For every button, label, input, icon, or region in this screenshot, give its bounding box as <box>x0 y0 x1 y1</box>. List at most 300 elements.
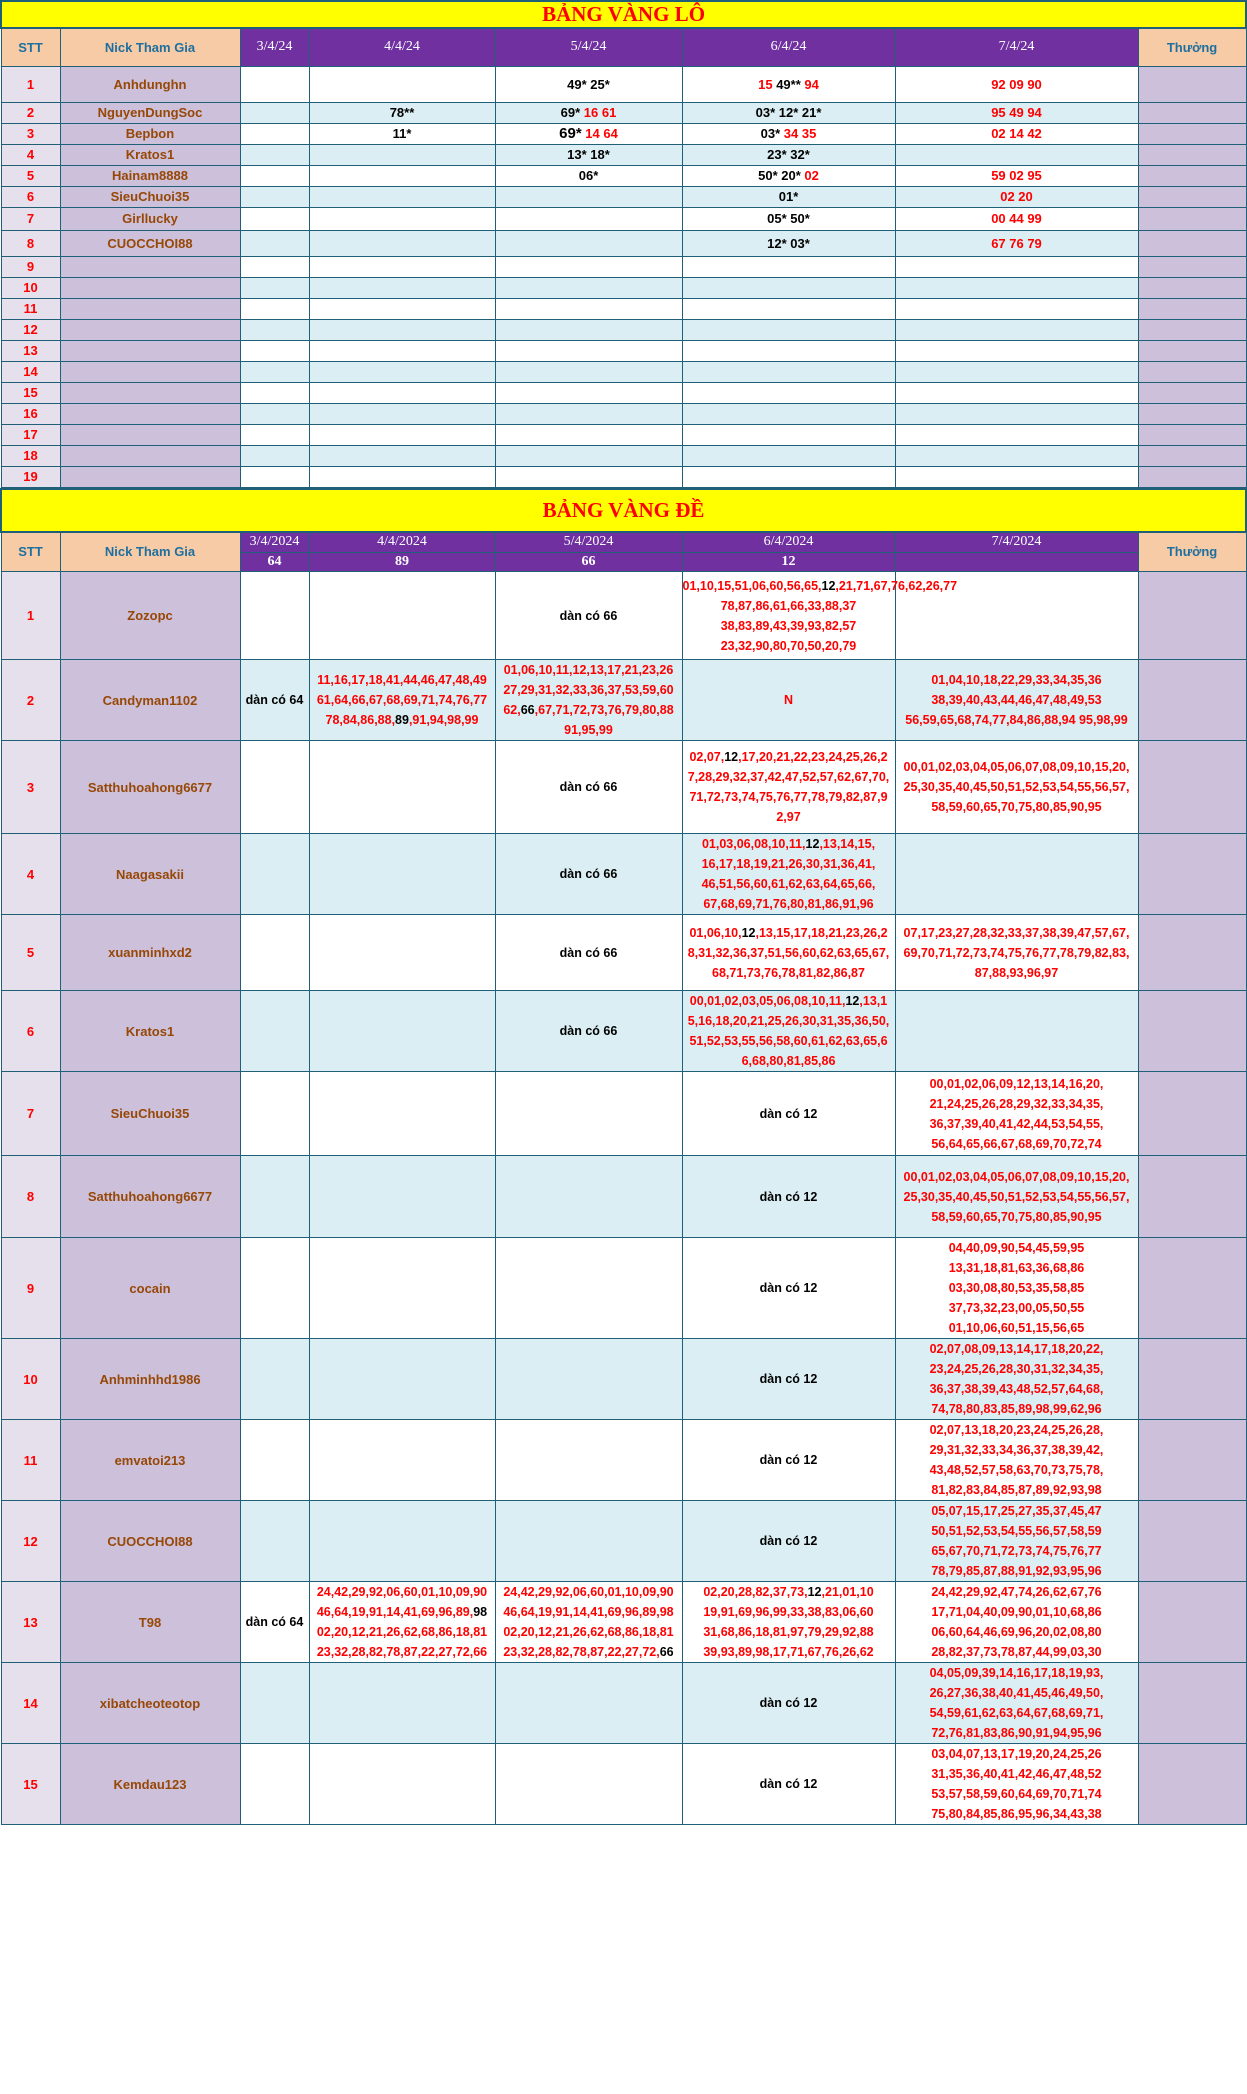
de-cell <box>682 660 895 741</box>
row-nick: emvatoi213 <box>60 1420 240 1501</box>
de-cell <box>495 1582 682 1663</box>
lo-cell <box>495 165 682 186</box>
de-value: 66 <box>659 1645 674 1659</box>
de-value: 12 <box>724 750 739 764</box>
de-cell <box>682 741 895 834</box>
row-reward <box>1138 1744 1246 1825</box>
de-cell <box>240 1420 309 1501</box>
lo-cell <box>240 144 309 165</box>
de-cell <box>495 1339 682 1420</box>
table-row <box>1 277 1246 298</box>
row-nick: Anhdunghn <box>60 66 240 102</box>
lo-cell <box>495 207 682 230</box>
de-cell <box>240 1663 309 1744</box>
de-value: 01,06,10, <box>689 925 742 940</box>
lo-cell <box>682 165 895 186</box>
de-cell <box>895 1072 1138 1156</box>
lo-value: 13* 18* <box>567 147 610 162</box>
row-nick: CUOCCHOI88 <box>60 230 240 256</box>
lo-cell <box>240 66 309 102</box>
lo-value: 02 14 42 <box>991 126 1042 141</box>
lo-cell <box>895 424 1138 445</box>
lo-cell <box>895 382 1138 403</box>
lo-cell <box>895 319 1138 340</box>
row-nick <box>60 319 240 340</box>
lo-cell <box>309 102 495 123</box>
de-value: dàn có 66 <box>559 1024 618 1038</box>
table-row <box>1 165 1246 186</box>
de-cell <box>495 1156 682 1238</box>
table-row <box>1 991 1246 1072</box>
de-value: 98 <box>473 1605 488 1619</box>
row-stt: 14 <box>1 361 60 382</box>
result-number: 64 <box>240 553 309 572</box>
row-reward <box>1138 424 1246 445</box>
de-cell <box>895 1582 1138 1663</box>
table-row <box>1 319 1246 340</box>
table-row <box>1 256 1246 277</box>
lo-cell <box>895 445 1138 466</box>
row-stt: 4 <box>1 144 60 165</box>
de-cell <box>895 1156 1138 1238</box>
row-stt: 13 <box>1 340 60 361</box>
row-nick <box>60 466 240 487</box>
lo-cell <box>895 298 1138 319</box>
lo-cell <box>495 340 682 361</box>
row-nick: xibatcheoteotop <box>60 1663 240 1744</box>
header-date: 3/4/24 <box>240 28 309 66</box>
lo-cell <box>309 230 495 256</box>
table-row <box>1 361 1246 382</box>
de-value: 12 <box>821 578 836 593</box>
lo-cell <box>309 466 495 487</box>
lo-value: 00 44 99 <box>991 211 1042 226</box>
row-stt: 7 <box>1 207 60 230</box>
de-value: 24,42,29,92,06,60,01,10,09,90 46,64,19,91,14,41,69,96,89, <box>316 1585 488 1619</box>
row-nick: SieuChuoi35 <box>60 186 240 207</box>
table-row <box>1 298 1246 319</box>
lo-cell <box>682 424 895 445</box>
row-stt: 11 <box>1 1420 60 1501</box>
row-stt: 14 <box>1 1663 60 1744</box>
row-reward <box>1138 660 1246 741</box>
table-row <box>1 741 1246 834</box>
row-stt: 5 <box>1 165 60 186</box>
lo-cell <box>240 186 309 207</box>
de-value: 04,40,09,90,54,45,59,95 13,31,18,81,63,36,68,86 03,30,08,80,53,35,58,85 37,73,32,23,00,05,50,55 01,10,06,60,51,15,56,65 <box>948 1241 1085 1335</box>
de-value: dàn có 12 <box>759 1696 818 1710</box>
table-row <box>1 1420 1246 1501</box>
header-nick: Nick Tham Gia <box>60 28 240 66</box>
lo-cell <box>309 123 495 144</box>
row-nick <box>60 424 240 445</box>
lo-cell <box>240 123 309 144</box>
de-value: 12 <box>807 1585 822 1599</box>
row-nick <box>60 361 240 382</box>
table-row <box>1 1663 1246 1744</box>
table-row <box>1 1339 1246 1420</box>
header-date: 7/4/24 <box>895 28 1138 66</box>
lo-cell <box>895 186 1138 207</box>
table-row <box>1 424 1246 445</box>
de-value: 04,05,09,39,14,16,17,18,19,93, 26,27,36,38,40,41,45,46,49,50, 54,59,61,62,63,64,67,68,69,71, 72,76,81,83,86,90,91,94,95,96 <box>929 1666 1104 1740</box>
row-reward <box>1138 1339 1246 1420</box>
de-cell <box>682 1420 895 1501</box>
row-nick <box>60 340 240 361</box>
lo-value: 03* 12* 21* <box>755 105 822 120</box>
de-title: BẢNG VÀNG ĐỀ <box>1 489 1246 532</box>
table-row <box>1 445 1246 466</box>
row-reward <box>1138 1072 1246 1156</box>
lo-cell <box>682 186 895 207</box>
de-cell <box>309 1339 495 1420</box>
de-value: dàn có 12 <box>759 1777 818 1791</box>
row-nick <box>60 298 240 319</box>
de-cell <box>240 660 309 741</box>
lo-cell <box>495 298 682 319</box>
de-value: 02,07, <box>689 750 725 764</box>
de-value: 01,10,15,51,06,60,56,65, <box>682 578 822 593</box>
de-value: ,67,71,72,73,76,79,80,88 91,95,99 <box>534 703 674 737</box>
row-stt: 8 <box>1 1156 60 1238</box>
de-value: 02,20,12,21,26,62,68,86,18,81 23,32,28,82,78,87,22,27,72,66 <box>316 1625 488 1659</box>
lo-cell <box>309 144 495 165</box>
de-cell <box>495 991 682 1072</box>
row-nick: Kemdau123 <box>60 1744 240 1825</box>
lo-cell <box>682 445 895 466</box>
lo-table <box>0 0 1247 488</box>
de-value: 11,16,17,18,41,44,46,47,48,49 61,64,66,67,68,69,71,74,76,77 78,84,86,88, <box>316 673 488 727</box>
row-reward <box>1138 1156 1246 1238</box>
row-stt: 6 <box>1 186 60 207</box>
header-date: 5/4/24 <box>495 28 682 66</box>
de-cell <box>682 1339 895 1420</box>
lo-value: 03* <box>760 126 781 141</box>
row-nick: cocain <box>60 1238 240 1339</box>
row-stt: 10 <box>1 1339 60 1420</box>
de-cell <box>895 915 1138 991</box>
row-reward <box>1138 1501 1246 1582</box>
row-nick: Kratos1 <box>60 991 240 1072</box>
lo-cell <box>309 256 495 277</box>
row-reward <box>1138 1420 1246 1501</box>
header-stt: STT <box>1 28 60 66</box>
table-row <box>1 1238 1246 1339</box>
de-cell <box>682 1156 895 1238</box>
lo-cell <box>495 102 682 123</box>
de-cell <box>495 741 682 834</box>
table-row <box>1 66 1246 102</box>
lo-cell <box>240 256 309 277</box>
lo-cell <box>240 361 309 382</box>
row-stt: 13 <box>1 1582 60 1663</box>
header-date: 7/4/2024 <box>895 532 1138 553</box>
row-reward <box>1138 144 1246 165</box>
lo-cell <box>240 207 309 230</box>
row-nick: Anhminhhd1986 <box>60 1339 240 1420</box>
lo-cell <box>895 123 1138 144</box>
row-reward <box>1138 298 1246 319</box>
lo-title: BẢNG VÀNG LÔ <box>1 1 1246 28</box>
lo-value: 49* 25* <box>567 76 610 92</box>
row-reward <box>1138 186 1246 207</box>
row-reward <box>1138 361 1246 382</box>
row-nick: SieuChuoi35 <box>60 1072 240 1156</box>
lo-cell <box>895 230 1138 256</box>
row-nick: xuanminhxd2 <box>60 915 240 991</box>
de-cell <box>895 1238 1138 1339</box>
lo-cell <box>682 403 895 424</box>
header-date: 5/4/2024 <box>495 532 682 553</box>
row-stt: 2 <box>1 660 60 741</box>
de-cell <box>495 915 682 991</box>
de-cell <box>495 1072 682 1156</box>
lo-cell <box>309 66 495 102</box>
table-row <box>1 144 1246 165</box>
de-value: dàn có 12 <box>759 1281 818 1295</box>
de-cell <box>309 1663 495 1744</box>
header-date: 6/4/2024 <box>682 532 895 553</box>
lo-value: 34 35 <box>780 126 817 141</box>
lo-cell <box>309 403 495 424</box>
row-stt: 7 <box>1 1072 60 1156</box>
de-cell <box>682 991 895 1072</box>
row-stt: 5 <box>1 915 60 991</box>
lo-cell <box>895 361 1138 382</box>
de-value: 89 <box>395 713 409 727</box>
table-row <box>1 102 1246 123</box>
header-nick: Nick Tham Gia <box>60 532 240 572</box>
lo-cell <box>682 466 895 487</box>
lo-value: 11* <box>392 126 412 141</box>
de-value: dàn có 64 <box>245 1615 304 1629</box>
lo-cell <box>682 277 895 298</box>
lo-cell <box>895 165 1138 186</box>
de-value: 00,01,02,03,04,05,06,07,08,09,10,15,20, 25,30,35,40,45,50,51,52,53,54,55,56,57, 58,59,60,65,70,75,80,85,90,95 <box>903 1169 1130 1224</box>
row-stt: 3 <box>1 741 60 834</box>
lo-cell <box>309 165 495 186</box>
lo-cell <box>495 361 682 382</box>
header-date: 6/4/24 <box>682 28 895 66</box>
lo-value: 50* 20* <box>758 168 801 183</box>
de-value: 66 <box>520 703 535 717</box>
row-nick: T98 <box>60 1582 240 1663</box>
lo-cell <box>240 382 309 403</box>
lo-value: 12* 03* <box>767 235 810 251</box>
lo-cell <box>495 256 682 277</box>
row-stt: 6 <box>1 991 60 1072</box>
row-nick <box>60 382 240 403</box>
lo-cell <box>309 186 495 207</box>
lo-value: 67 76 79 <box>991 235 1042 251</box>
de-value: 12 <box>741 925 756 940</box>
row-nick: Hainam8888 <box>60 165 240 186</box>
table-row <box>1 1072 1246 1156</box>
de-cell <box>495 660 682 741</box>
de-cell <box>240 1339 309 1420</box>
de-value: ,13,14,15, 16,17,18,19,21,26,30,31,36,41, 46,51,56,60,61,62,63,64,65,66, 67,68,69,71,76,80,81,86,91,96 <box>701 837 876 911</box>
de-value: 02,07,08,09,13,14,17,18,20,22, 23,24,25,26,28,30,31,32,34,35, 36,37,38,39,43,48,52,57,64,68, 74,78,80,83,85,89,98,99,62,96 <box>929 1342 1104 1416</box>
de-cell <box>309 1156 495 1238</box>
lo-value: 78** <box>389 105 415 120</box>
row-stt: 15 <box>1 1744 60 1825</box>
de-cell <box>895 1663 1138 1744</box>
row-nick: Kratos1 <box>60 144 240 165</box>
de-value: 03,04,07,13,17,19,20,24,25,26 31,35,36,40,41,42,46,47,48,52 53,57,58,59,60,64,69,70,71,74 75,80,84,85,86,95,96,34,43,38 <box>931 1747 1102 1821</box>
row-reward <box>1138 1663 1246 1744</box>
de-value: 00,01,02,03,05,06,08,10,11, <box>689 994 846 1008</box>
lo-value: 01* <box>778 189 799 204</box>
lo-cell <box>309 424 495 445</box>
de-cell <box>309 741 495 834</box>
de-cell <box>682 1663 895 1744</box>
row-stt: 16 <box>1 403 60 424</box>
de-cell <box>895 741 1138 834</box>
table-row <box>1 1582 1246 1663</box>
lo-cell <box>895 340 1138 361</box>
de-cell <box>240 915 309 991</box>
de-cell <box>240 1744 309 1825</box>
lo-cell <box>495 319 682 340</box>
de-cell <box>240 741 309 834</box>
header-stt: STT <box>1 532 60 572</box>
row-stt: 11 <box>1 298 60 319</box>
lo-cell <box>309 207 495 230</box>
de-value: dàn có 66 <box>559 867 618 881</box>
lo-cell <box>309 340 495 361</box>
row-reward <box>1138 445 1246 466</box>
lo-value: 92 09 90 <box>991 76 1042 92</box>
row-reward <box>1138 741 1246 834</box>
table-row <box>1 207 1246 230</box>
de-value: ,13,15,17,18,21,23,26,2 8,31,32,36,37,51,56,60,62,63,65,67, 68,71,73,76,78,81,82,86,87 <box>687 925 890 980</box>
row-nick: Bepbon <box>60 123 240 144</box>
de-value: 01,03,06,08,10,11, <box>701 837 806 851</box>
lo-cell <box>495 382 682 403</box>
lo-cell <box>495 403 682 424</box>
de-cell <box>895 660 1138 741</box>
de-cell <box>495 1420 682 1501</box>
header-date: 4/4/24 <box>309 28 495 66</box>
row-stt: 18 <box>1 445 60 466</box>
row-stt: 12 <box>1 1501 60 1582</box>
row-reward <box>1138 572 1246 660</box>
row-stt: 12 <box>1 319 60 340</box>
de-cell <box>240 991 309 1072</box>
de-value: dàn có 64 <box>245 693 304 707</box>
lo-cell <box>495 66 682 102</box>
row-reward <box>1138 123 1246 144</box>
lo-cell <box>240 424 309 445</box>
de-cell <box>309 1744 495 1825</box>
de-cell <box>495 1501 682 1582</box>
result-number: 66 <box>495 553 682 572</box>
table-row <box>1 1156 1246 1238</box>
de-cell <box>682 1501 895 1582</box>
de-cell <box>682 1582 895 1663</box>
de-cell <box>309 834 495 915</box>
row-nick <box>60 277 240 298</box>
header-date: 4/4/2024 <box>309 532 495 553</box>
lo-cell <box>309 319 495 340</box>
de-value: dàn có 12 <box>759 1189 818 1204</box>
row-nick: Zozopc <box>60 572 240 660</box>
de-value: ,17,20,21,22,23,24,25,26,2 7,28,29,32,37,42,47,52,57,62,67,70, 71,72,73,74,75,76,77,78,79,82,87,9 2,97 <box>687 750 890 824</box>
table-row <box>1 834 1246 915</box>
lo-cell <box>682 319 895 340</box>
result-number: 89 <box>309 553 495 572</box>
lo-cell <box>495 277 682 298</box>
row-reward <box>1138 277 1246 298</box>
row-reward <box>1138 382 1246 403</box>
lo-cell <box>895 144 1138 165</box>
lo-value: 02 <box>800 168 819 183</box>
lo-cell <box>240 298 309 319</box>
lo-cell <box>240 277 309 298</box>
de-cell <box>240 1501 309 1582</box>
row-reward <box>1138 207 1246 230</box>
lo-cell <box>495 186 682 207</box>
row-reward <box>1138 834 1246 915</box>
row-reward <box>1138 915 1246 991</box>
row-nick: Candyman1102 <box>60 660 240 741</box>
row-nick <box>60 403 240 424</box>
lo-cell <box>309 445 495 466</box>
row-reward <box>1138 1238 1246 1339</box>
row-reward <box>1138 102 1246 123</box>
row-nick: Satthuhoahong6677 <box>60 1156 240 1238</box>
lo-value: 02 20 <box>1000 189 1033 204</box>
lo-cell <box>309 277 495 298</box>
de-value: ,13,1 5,16,18,20,21,25,26,30,31,35,36,50, 51,52,53,55,56,58,60,61,62,63,65,6 6,68,80,81,85,86 <box>687 994 890 1068</box>
row-stt: 19 <box>1 466 60 487</box>
de-value: dàn có 12 <box>759 1106 818 1121</box>
de-value: 01,04,10,18,22,29,33,34,35,36 38,39,40,43,44,46,47,48,49,53 56,59,65,68,74,77,84,86,88,94 95,98,99 <box>905 673 1128 727</box>
row-reward <box>1138 403 1246 424</box>
lo-cell <box>682 340 895 361</box>
row-reward <box>1138 230 1246 256</box>
lo-cell <box>895 66 1138 102</box>
lo-cell <box>309 361 495 382</box>
lo-cell <box>240 102 309 123</box>
row-stt: 3 <box>1 123 60 144</box>
lo-cell <box>895 277 1138 298</box>
row-nick <box>60 445 240 466</box>
de-value: ,21,01,10 19,91,69,96,99,33,38,83,06,60 31,68,86,18,81,97,79,29,92,88 39,93,89,98,17,71,67,76,26,62 <box>703 1585 874 1659</box>
table-row <box>1 340 1246 361</box>
de-cell <box>495 1744 682 1825</box>
lo-value: 59 02 95 <box>991 168 1042 183</box>
lo-cell <box>240 340 309 361</box>
lo-cell <box>895 403 1138 424</box>
lo-cell <box>682 298 895 319</box>
table-row <box>1 1501 1246 1582</box>
row-nick: CUOCCHOI88 <box>60 1501 240 1582</box>
lo-value: 06* <box>578 168 599 183</box>
lo-cell <box>240 165 309 186</box>
lo-cell <box>309 382 495 403</box>
row-stt: 17 <box>1 424 60 445</box>
de-cell <box>240 1072 309 1156</box>
row-reward <box>1138 340 1246 361</box>
table-row <box>1 123 1246 144</box>
lo-cell <box>309 298 495 319</box>
de-cell <box>682 572 958 660</box>
lo-value: 16 61 <box>580 105 617 120</box>
de-value: dàn có 66 <box>559 780 618 794</box>
de-cell <box>240 1238 309 1339</box>
de-cell <box>495 1663 682 1744</box>
